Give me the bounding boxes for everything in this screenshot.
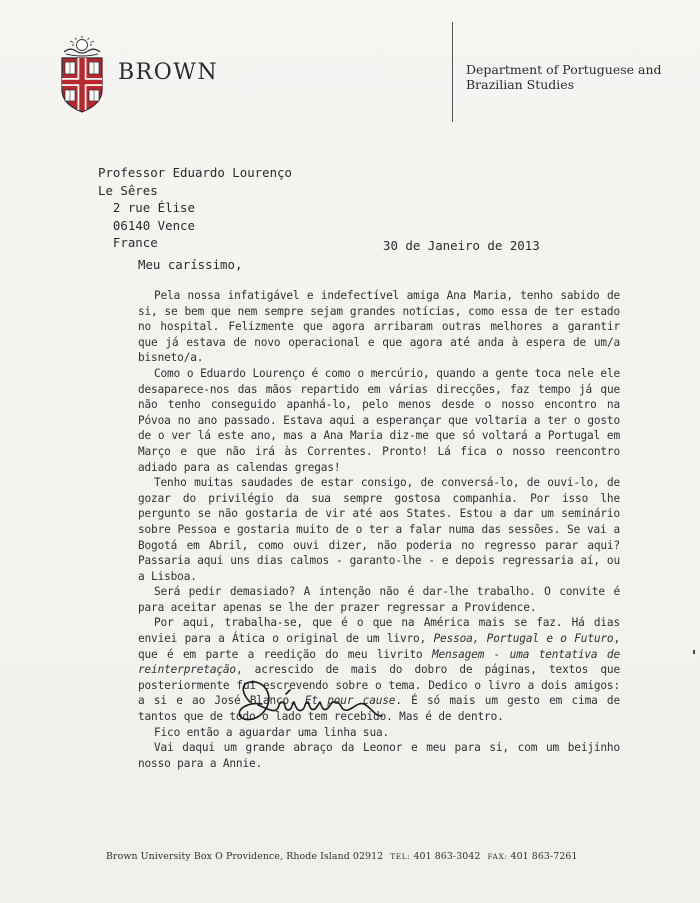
brown-shield-logo-icon [56,34,108,114]
book-title: Pessoa, Portugal e o Futuro [433,632,614,646]
paragraph: Fico então a aguardar uma linha sua. [154,725,390,739]
tel-number: 401 863-3042 [413,851,481,862]
address-line: 2 rue Élise [98,200,195,215]
signature-icon [232,672,402,732]
salutation: Meu caríssimo, [138,257,243,272]
footer-address [106,851,578,862]
footer-university-address: Brown University Box O Providence, Rhode Island 02912 [106,851,384,862]
italic-phrase: Et pour cause [304,694,396,708]
department-name [466,62,686,92]
stray-mark [693,650,695,654]
paragraph: Tenho muitas saudades de estar consigo, de conversá-lo, de ouvi-lo, de gozar do privilégio da sua sempre gostosa companhia. Por isso lhe pergunto se não gostaria de vir até aos States. Estou a dar um seminário sobre Pessoa e gostaria muito de o ter a falar numa das sessões. Se vai a Bogotá em Abril, como ouvi dizer, não poderia no regresso parar aqui? Passaria aqui uns dias calmos - garanto-lhe - e depois regressaria aí, ou a Lisboa. [138,476,620,583]
address-line: France [98,235,158,250]
address-line: Professor Eduardo Lourenço [98,165,292,180]
paragraph: Será pedir demasiado? A intenção não é dar-lhe trabalho. O convite é para aceitar apenas se lhe der prazer regressar a Providence. [138,585,620,614]
letterhead-divider [452,22,453,122]
tel-label: TEL: [390,852,411,861]
paragraph-text: Por aqui, trabalha-se, que é o que na América mais se faz. Há dias enviei para a Ática o original de um livro, [138,616,620,646]
recipient-address [98,164,292,252]
fax-number: 401 863-7261 [510,851,578,862]
paragraph-text: , acrescido de mais do dobro de páginas, textos que posteriormente fui escrevendo sobre o tema. Dedico o livro a dois amigos: a si e ao José Blanco. [138,663,620,708]
paragraph: Vai daqui um grande abraço da Leonor e meu para si, com um beijinho nosso para a Annie. [138,741,620,770]
brand-wordmark: BROWN [118,60,219,85]
address-line: Le Sêres [98,182,158,198]
paragraph-text: . É só mais um gesto em cima de tantos que de todo o lado tem recebido. Mas é de dentro. [138,694,620,724]
paragraph-text: , que é em parte a reedição do meu livrito [138,632,620,661]
book-title: Mensagem - uma tentativa de reinterpretação [138,647,620,677]
paragraph: Pela nossa infatigável e indefectível amiga Ana Maria, tenho sabido de si, se bem que nem sempre sejam grandes notícias, como essa de ter estado no hospital. Felizmente que agora arribaram outras melhores a garantir que já estava de novo operacional e que agora até anda à espera de um/a bisneto/a. [138,289,620,365]
paragraph: Como o Eduardo Lourenço é como o mercúrio, quando a gente toca nele ele desaparece-nos das mãos repartido em várias direcções, faz tempo já que não tenho conseguido apanhá-lo, pelo menos desde o nosso encontro na Póvoa no ano passado. Estava aqui a esperançar que voltaria a ter o gosto de o ver lá este ano, mas a Ana Maria diz-me que só voltará a Portugal em Março e que não irá às Correntes. Pronto! Lá fica o nosso reencontro adiado para as calendas gregas! [138,366,620,474]
address-line: 06140 Vence [98,217,195,233]
department-line-2: Brazilian Studies [466,77,575,92]
letter-date: 30 de Janeiro de 2013 [383,238,540,253]
fax-label: FAX: [487,852,508,861]
department-line-1: Department of Portuguese and [466,62,662,77]
